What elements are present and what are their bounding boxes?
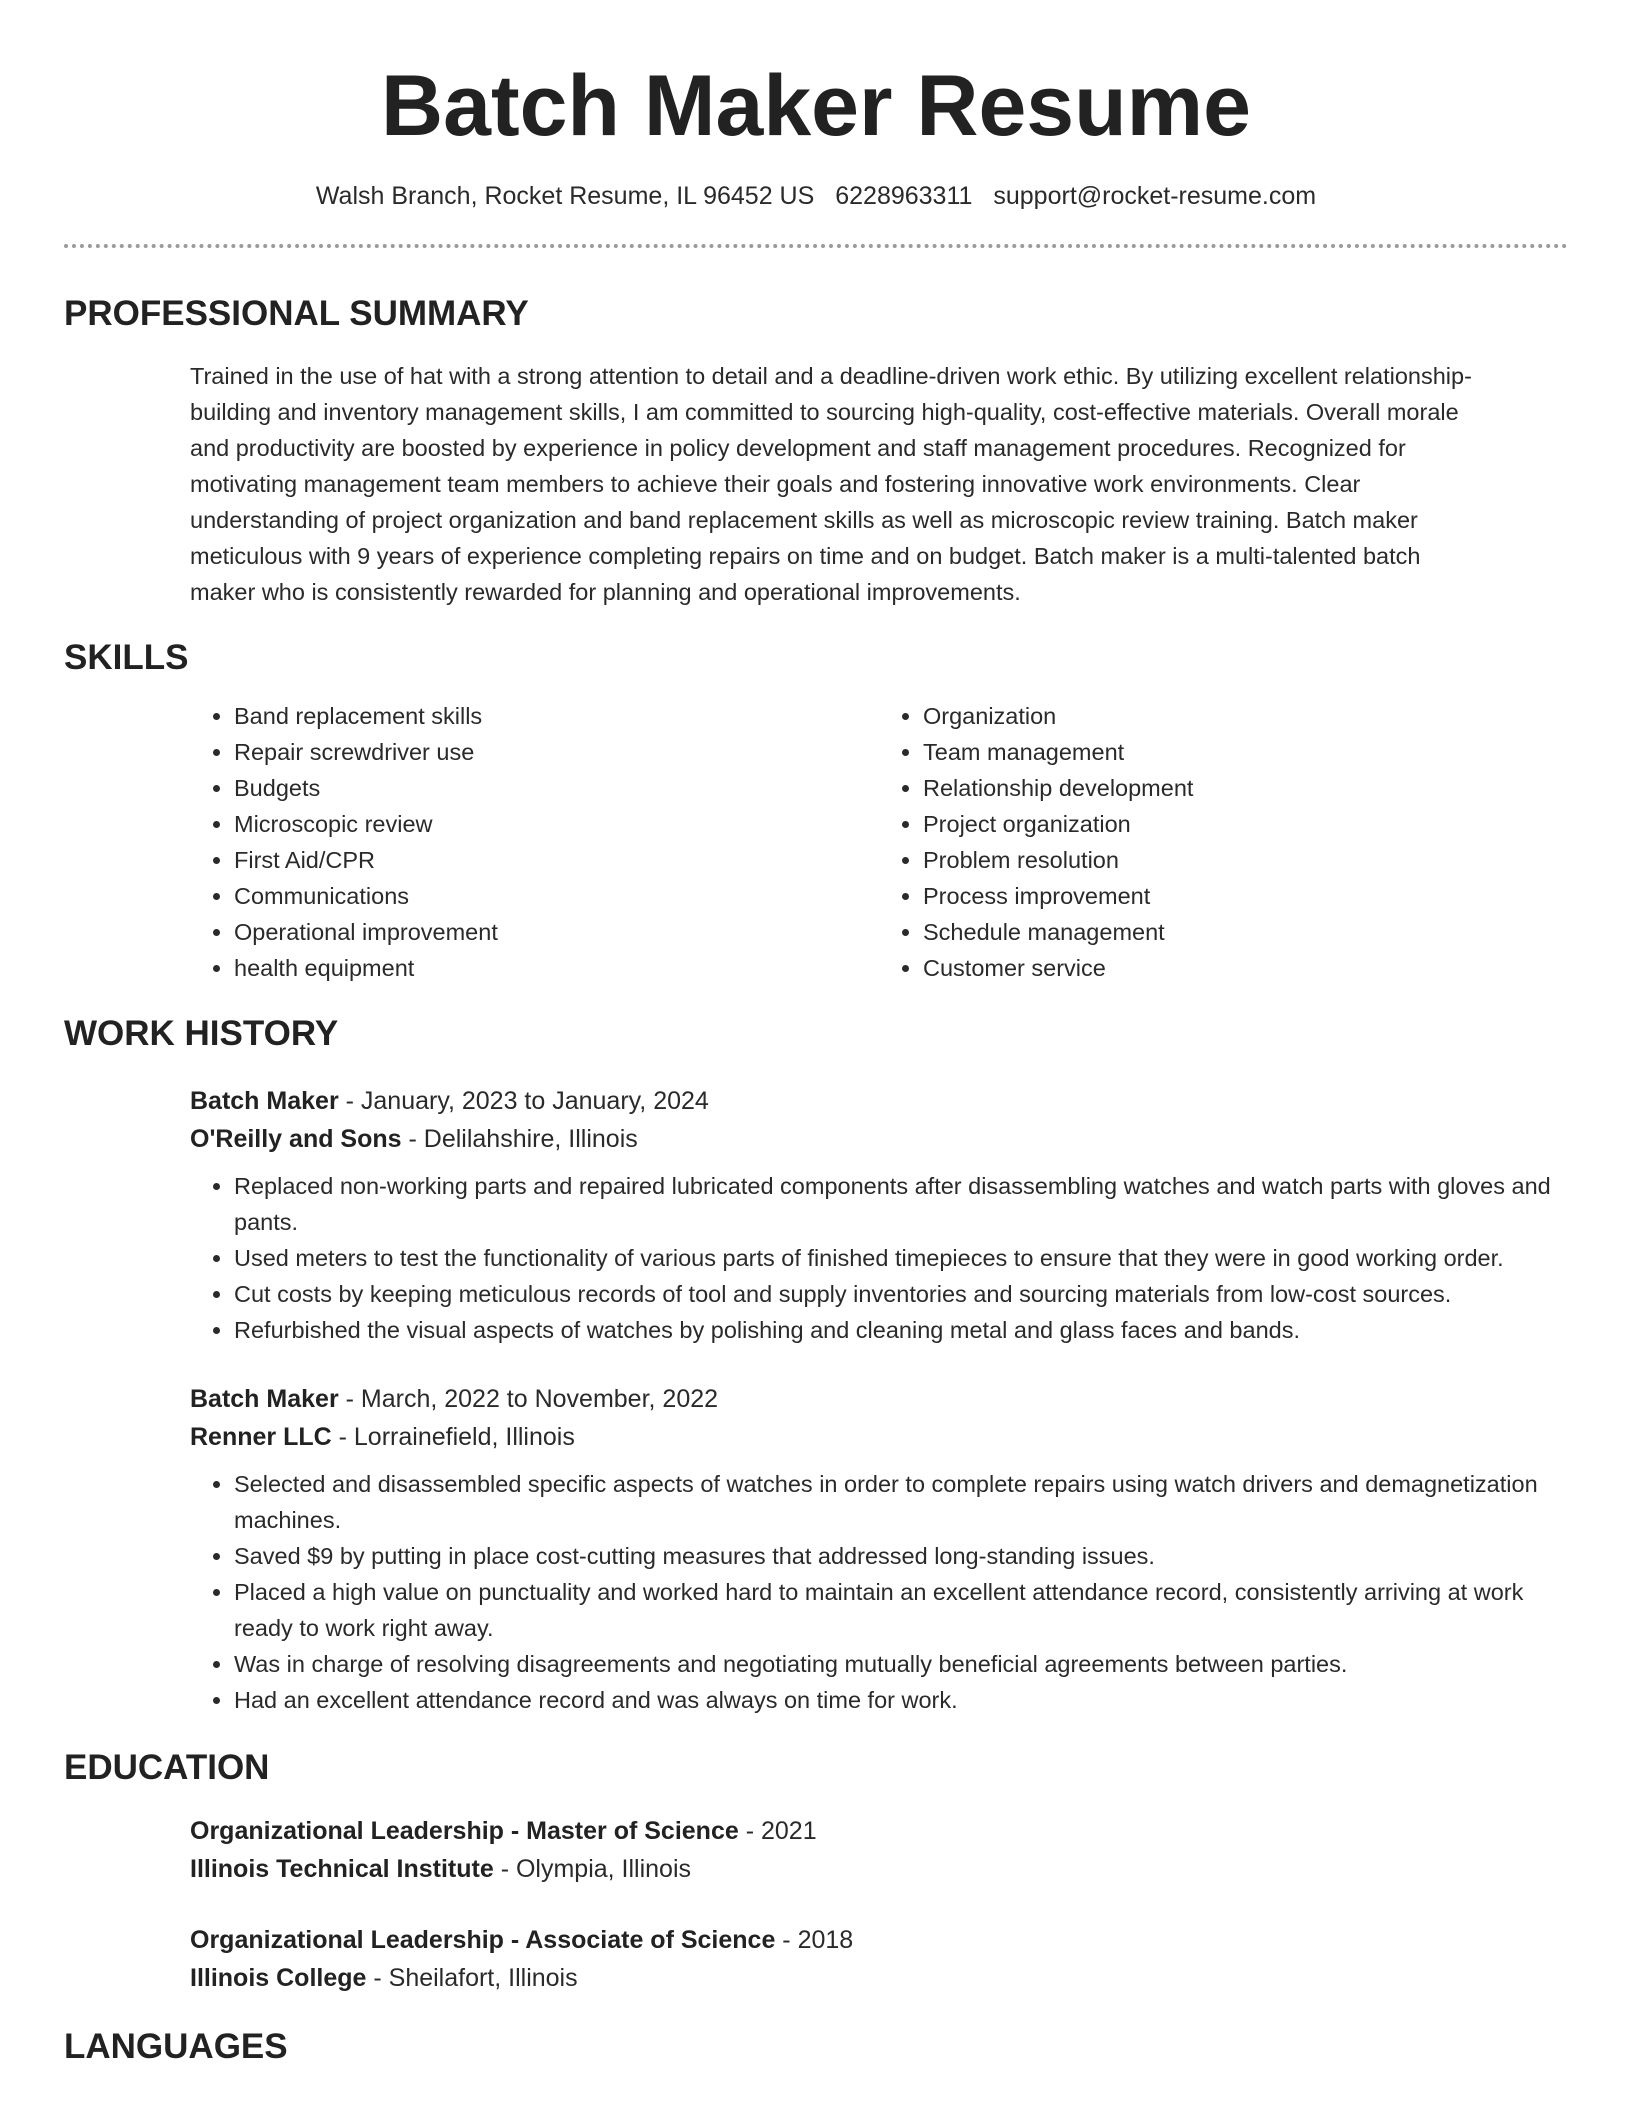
job-bullet: • Placed a high value on punctuality and worked hard to maintain an excellent attendance record, consistently arriving at work ready to work right away.	[234, 1574, 1568, 1646]
job-company-line	[190, 1418, 1568, 1456]
skills-list-left	[190, 698, 879, 986]
edu-degree-line	[190, 1921, 1568, 1959]
job-bullet: • Used meters to test the functionality of various parts of finished timepieces to ensure that they were in good working order.	[234, 1240, 1568, 1276]
skill-item: • Repair screwdriver use	[234, 734, 879, 770]
job-entry	[64, 1380, 1568, 1718]
job-bullet: • Was in charge of resolving disagreements and negotiating mutually beneficial agreements between parties.	[234, 1646, 1568, 1682]
summary-text	[64, 358, 1568, 610]
summary-section	[0, 292, 1632, 610]
skill-item: • Communications	[234, 878, 879, 914]
job-entry	[64, 1082, 1568, 1348]
job-dates: - January, 2023 to January, 2024	[338, 1087, 709, 1115]
skills-columns	[64, 698, 1568, 986]
skill-item: • Customer service	[923, 950, 1568, 986]
education-entry	[64, 1812, 1568, 1888]
job-company-line	[190, 1120, 1568, 1158]
education-heading: EDUCATION	[64, 1748, 270, 1787]
job-company: O'Reilly and Sons	[190, 1125, 402, 1153]
contact-phone: 6228963311	[835, 182, 973, 210]
summary-heading: PROFESSIONAL SUMMARY	[64, 294, 529, 333]
job-title-line	[190, 1082, 1568, 1120]
contact-email: support@rocket-resume.com	[993, 182, 1317, 210]
job-bullet: • Refurbished the visual aspects of watches by polishing and cleaning metal and glass faces and bands.	[234, 1312, 1568, 1348]
edu-school: Illinois Technical Institute	[190, 1855, 494, 1883]
job-bullet: • Replaced non-working parts and repaired lubricated components after disassembling watches and watch parts with gloves and pants.	[234, 1168, 1568, 1240]
summary-line: meticulous with 9 years of experience completing repairs on time and on budget. Batch maker is a multi-talented batch	[190, 543, 1421, 569]
skill-item: • Microscopic review	[234, 806, 879, 842]
job-bullet: • Had an excellent attendance record and was always on time for work.	[234, 1682, 1568, 1718]
summary-line: Trained in the use of hat with a strong attention to detail and a deadline-driven work ethic. By utilizing excellent relationship-	[190, 363, 1472, 389]
skill-item: • Band replacement skills	[234, 698, 879, 734]
job-title: Batch Maker	[190, 1087, 339, 1115]
job-bullets	[190, 1466, 1568, 1718]
contact-line	[0, 180, 1632, 212]
edu-school: Illinois College	[190, 1964, 367, 1992]
languages-section	[0, 2025, 1632, 2069]
education-section	[0, 1746, 1632, 1997]
summary-line: understanding of project organization and band replacement skills as well as microscopic review training. Batch maker	[190, 507, 1418, 533]
summary-line: maker who is consistently rewarded for planning and operational improvements.	[190, 579, 1021, 605]
skill-item: • health equipment	[234, 950, 879, 986]
edu-year: - 2018	[775, 1926, 854, 1954]
job-title: Batch Maker	[190, 1385, 339, 1413]
job-location: - Delilahshire, Illinois	[401, 1125, 638, 1153]
skills-section	[0, 636, 1632, 986]
skill-item: • Operational improvement	[234, 914, 879, 950]
edu-degree: Organizational Leadership - Associate of Science	[190, 1926, 776, 1954]
summary-line: building and inventory management skills, I am committed to sourcing high-quality, cost-effective materials. Overall morale	[190, 399, 1459, 425]
skill-item: • Organization	[923, 698, 1568, 734]
contact-address: Walsh Branch, Rocket Resume, IL 96452 US	[315, 182, 815, 210]
summary-line: motivating management team members to achieve their goals and fostering innovative work environments. Clear	[190, 471, 1361, 497]
skill-item: • Project organization	[923, 806, 1568, 842]
work-history-heading: WORK HISTORY	[64, 1014, 339, 1053]
edu-school-line	[190, 1850, 1568, 1888]
job-company: Renner LLC	[190, 1423, 332, 1451]
header-divider	[64, 244, 1568, 248]
skill-item: • Budgets	[234, 770, 879, 806]
job-title-line	[190, 1380, 1568, 1418]
skill-item: • Relationship development	[923, 770, 1568, 806]
skills-list-right	[879, 698, 1568, 986]
edu-degree-line	[190, 1812, 1568, 1850]
skill-item: • Problem resolution	[923, 842, 1568, 878]
languages-heading: LANGUAGES	[64, 2027, 288, 2066]
education-entry	[64, 1921, 1568, 1997]
work-history-section	[0, 1012, 1632, 1718]
edu-degree: Organizational Leadership - Master of Science	[190, 1817, 739, 1845]
skills-heading: SKILLS	[64, 638, 189, 677]
job-location: - Lorrainefield, Illinois	[331, 1423, 575, 1451]
edu-year: - 2021	[738, 1817, 817, 1845]
edu-location: - Sheilafort, Illinois	[366, 1964, 578, 1992]
edu-school-line	[190, 1959, 1568, 1997]
skill-item: • Team management	[923, 734, 1568, 770]
skill-item: • Schedule management	[923, 914, 1568, 950]
resume-title: Batch Maker Resume	[381, 58, 1251, 154]
edu-location: - Olympia, Illinois	[493, 1855, 692, 1883]
summary-line: and productivity are boosted by experience in policy development and staff management procedures. Recognized for	[190, 435, 1406, 461]
skill-item: • Process improvement	[923, 878, 1568, 914]
skill-item: • First Aid/CPR	[234, 842, 879, 878]
job-dates: - March, 2022 to November, 2022	[338, 1385, 719, 1413]
job-bullet: • Cut costs by keeping meticulous records of tool and supply inventories and sourcing materials from low-cost sources.	[234, 1276, 1568, 1312]
job-bullet: • Saved $9 by putting in place cost-cutting measures that addressed long-standing issues.	[234, 1538, 1568, 1574]
job-bullet: • Selected and disassembled specific aspects of watches in order to complete repairs using watch drivers and demagnetization machines.	[234, 1466, 1568, 1538]
job-bullets	[190, 1168, 1568, 1348]
